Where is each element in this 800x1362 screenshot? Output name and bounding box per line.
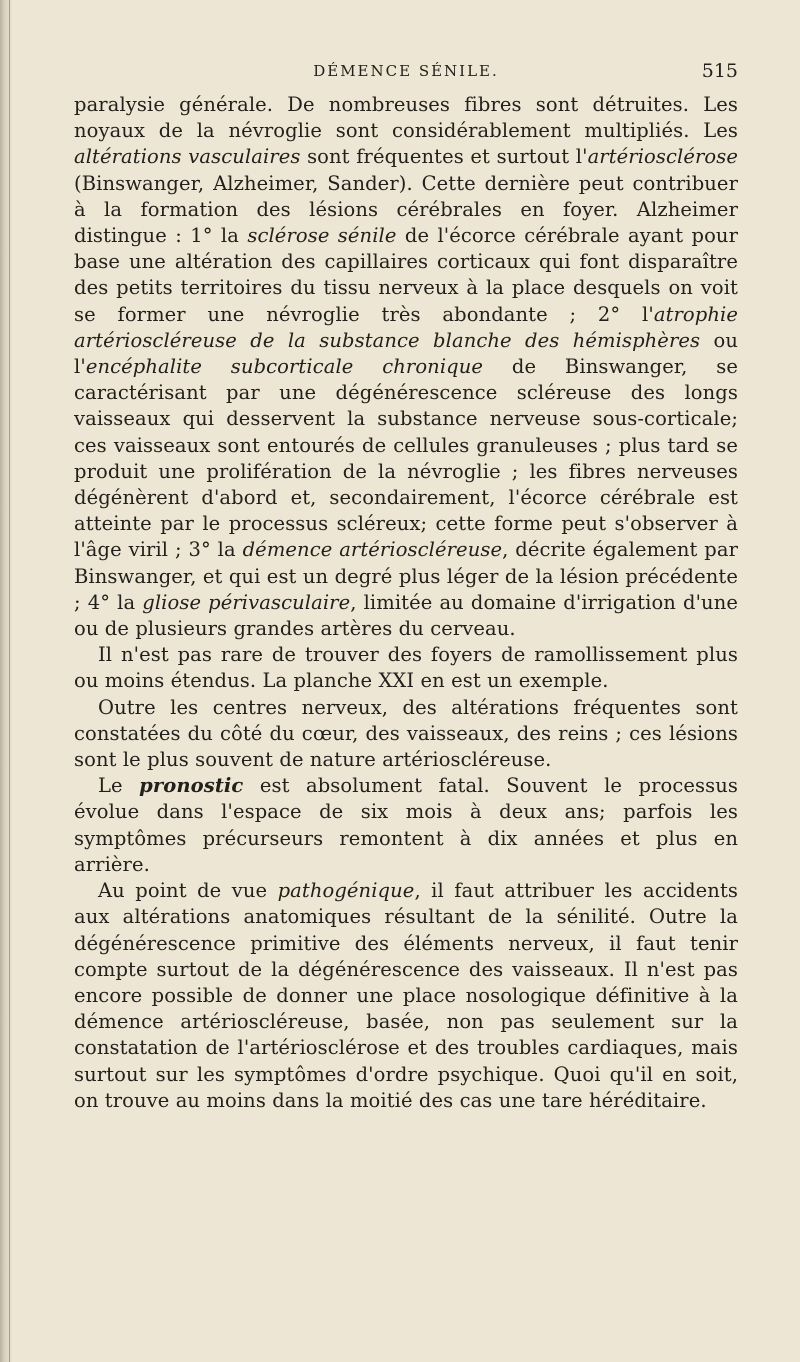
italic-term: artériosclérose bbox=[587, 145, 738, 169]
text-run: Il n'est pas rare de trouver des foyers de ramollissement plus ou moins étendus. La planche XXI en est un exemple. bbox=[74, 643, 738, 693]
text-run: Au point de vue bbox=[98, 879, 278, 903]
text-run: de l'écorce cérébrale ayant pour base une altération des capillaires corticaux qui font disparaître des petits territoires du tissu nerveux à la place desquels on voit se former une névroglie très abondante ; 2° l' bbox=[74, 224, 738, 326]
text-run: (Binswanger, Alzheimer, Sander). Cette dernière peut contribuer à la formation des lésions cérébrales en foyer. Alzheimer distingue : 1° la bbox=[74, 171, 738, 248]
book-page bbox=[74, 62, 738, 1114]
text-run: sont fréquentes et surtout l' bbox=[300, 145, 588, 169]
italic-term: gliose périvasculaire bbox=[142, 590, 351, 614]
paragraph bbox=[74, 92, 738, 642]
italic-term: pathogénique bbox=[277, 879, 415, 903]
paragraph bbox=[74, 642, 738, 694]
italic-term: atrophie artérioscléreuse de la substance blanche des hémisphères bbox=[74, 302, 738, 352]
italic-term: sclérose sénile bbox=[247, 224, 397, 248]
body-text bbox=[74, 92, 738, 1114]
text-run: est absolument fatal. Souvent le processus évolue dans l'espace de six mois à deux ans; parfois les symptômes précurseurs remontent à dix années et plus en arrière. bbox=[74, 774, 738, 876]
text-run: de Binswanger, se caractérisant par une dégénérescence scléreuse des longs vaisseaux qui desservent la substance nerveuse sous-corticale; ces vaisseaux sont entourés de cellules granuleuses ; plus tard se produit une prolifération de la névroglie ; les fibres nerveuses dégénèrent d'abord et, secondairement, l'écorce cérébrale est atteinte par le processus scléreux; cette forme peut s'observer à l'âge viril ; 3° la bbox=[74, 355, 738, 562]
text-run: ou l' bbox=[74, 328, 738, 379]
page-header bbox=[74, 62, 738, 92]
text-run: Outre les centres nerveux, des altérations fréquentes sont constatées du côté du cœur, des vaisseaux, des reins ; ces lésions sont le plus souvent de nature artérioscléreuse. bbox=[74, 695, 738, 772]
text-run: , limitée au domaine d'irrigation d'une ou de plusieurs grandes artères du cerveau. bbox=[74, 590, 738, 641]
book-spine-shadow bbox=[0, 0, 12, 1362]
paragraph bbox=[74, 773, 738, 878]
italic-term: encéphalite subcorticale chronique bbox=[85, 355, 484, 379]
paragraph bbox=[74, 878, 738, 1114]
text-run: , il faut attribuer les accidents aux altérations anatomiques résultant de la sénilité. Outre la dégénérescence primitive des éléments nerveux, il faut tenir compte surtout de la dégénérescence des vaisseaux. Il n'est pas encore possible de donner une place nosologique définitive à la démence artérioscléreuse, basée, non pas seulement sur la constatation de l'artériosclérose et des troubles cardiaques, mais surtout sur les symptômes d'ordre psychique. Quoi qu'il en soit, on trouve au moins dans la moitié des cas une tare héréditaire. bbox=[74, 879, 739, 1112]
text-run: paralysie générale. De nombreuses fibres sont détruites. Les noyaux de la névroglie sont considérablement multipliés. Les bbox=[74, 93, 738, 143]
text-run: , décrite également par Binswanger, et qui est un degré plus léger de la lésion précédente ; 4° la bbox=[74, 538, 738, 614]
italic-term: démence artérioscléreuse bbox=[242, 538, 503, 562]
italic-term: altérations vasculaires bbox=[74, 145, 301, 169]
paragraph bbox=[74, 695, 738, 774]
page-number: 515 bbox=[701, 60, 738, 82]
running-title: DÉMENCE SÉNILE. bbox=[313, 62, 499, 80]
bold-italic-term: pronostic bbox=[139, 774, 244, 798]
gutter-line bbox=[9, 0, 10, 1362]
text-run: Le bbox=[98, 774, 140, 798]
